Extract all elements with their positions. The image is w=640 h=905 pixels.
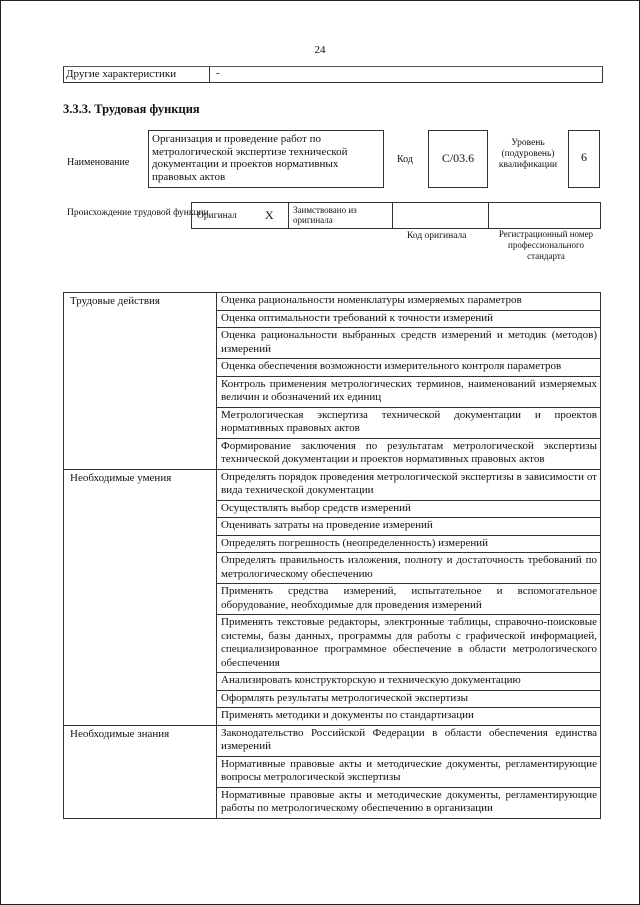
table-row [64, 725, 601, 756]
origin-code-cell [392, 203, 489, 228]
section-item: Метрологическая экспертиза технической документации и проектов нормативных правовых актов [217, 407, 601, 438]
origin-borrowed-label: Заимствовано из оригинала [293, 205, 357, 225]
qualification-level-value: 6 [568, 130, 600, 188]
section-item: Определять погрешность (неопределенность) измерений [217, 535, 601, 553]
code-label: Код [397, 154, 413, 165]
origin-original-label: Оригинал [197, 211, 237, 221]
name-label: Наименование [67, 157, 130, 168]
table-row [64, 469, 601, 500]
code-original-caption: Код оригинала [407, 231, 467, 241]
origin-original-cell [192, 203, 288, 228]
section-item: Определять правильность изложения, полноту и достаточность требований по метрологическому обеспечению [217, 553, 601, 584]
origin-borrowed-cell [288, 203, 393, 228]
section-item: Оценка обеспечения возможности измерительного контроля параметров [217, 359, 601, 377]
section-item: Применять методики и документы по стандартизации [217, 708, 601, 726]
section-item: Определять порядок проведения метрологической экспертизы в зависимости от вида технической документации [217, 469, 601, 500]
table-row [64, 293, 601, 311]
other-characteristics-value: - [216, 67, 220, 79]
section-heading: Необходимые умения [64, 469, 217, 725]
labor-function-table [63, 292, 601, 819]
section-item: Анализировать конструкторскую и техническую документацию [217, 673, 601, 691]
origin-reg-number-cell [488, 203, 601, 228]
section-item: Оценка рациональности выбранных средств измерений и методик (методов) измерений [217, 328, 601, 359]
other-characteristics-row [63, 66, 603, 83]
section-item: Нормативные правовые акты и методические документы, регламентирующие работы по метрологическому обеспечению в организации [217, 787, 601, 818]
code-value: C/03.6 [428, 130, 488, 188]
section-heading: Трудовые действия [64, 293, 217, 470]
section-heading: Необходимые знания [64, 725, 217, 818]
section-item: Применять текстовые редакторы, электронные таблицы, справочно-поисковые системы, базы данных, программы для работы с графической информацией, специализированное программное обеспечение в области метрологического обеспечения [217, 615, 601, 673]
origin-grid [191, 202, 601, 229]
page-number: 24 [314, 44, 326, 56]
table-body [64, 293, 601, 819]
section-title: 3.3.3. Трудовая функция [63, 102, 200, 116]
section-item: Формирование заключения по результатам метрологической экспертизы технической документации и проектов нормативных правовых актов [217, 438, 601, 469]
reg-number-caption: Регистрационный номер профессионального стандарта [498, 229, 594, 261]
section-item: Контроль применения метрологических терминов, наименований измеряемых величин и обозначений их единиц [217, 376, 601, 407]
origin-label: Происхождение трудовой функции [67, 208, 209, 218]
function-name-value: Организация и проведение работ по метрологической экспертизе технической документации и проектов нормативных правовых актов [148, 130, 384, 188]
origin-original-mark: Х [265, 208, 274, 222]
section-item: Осуществлять выбор средств измерений [217, 500, 601, 518]
qualification-level-label: Уровень (подуровень) квалификации [498, 138, 558, 170]
section-item: Оформлять результаты метрологической экспертизы [217, 690, 601, 708]
section-item: Оценка оптимальности требований к точности измерений [217, 310, 601, 328]
section-item: Законодательство Российской Федерации в области обеспечения единства измерений [217, 725, 601, 756]
other-characteristics-divider [209, 67, 210, 82]
other-characteristics-label: Другие характеристики [66, 68, 177, 80]
section-item: Применять средства измерений, испытательное и вспомогательное оборудование, необходимые для проведения измерений [217, 584, 601, 615]
section-item: Оценка рациональности номенклатуры измеряемых параметров [217, 293, 601, 311]
section-item: Оценивать затраты на проведение измерений [217, 518, 601, 536]
section-item: Нормативные правовые акты и методические документы, регламентирующие вопросы метрологической экспертизы [217, 756, 601, 787]
